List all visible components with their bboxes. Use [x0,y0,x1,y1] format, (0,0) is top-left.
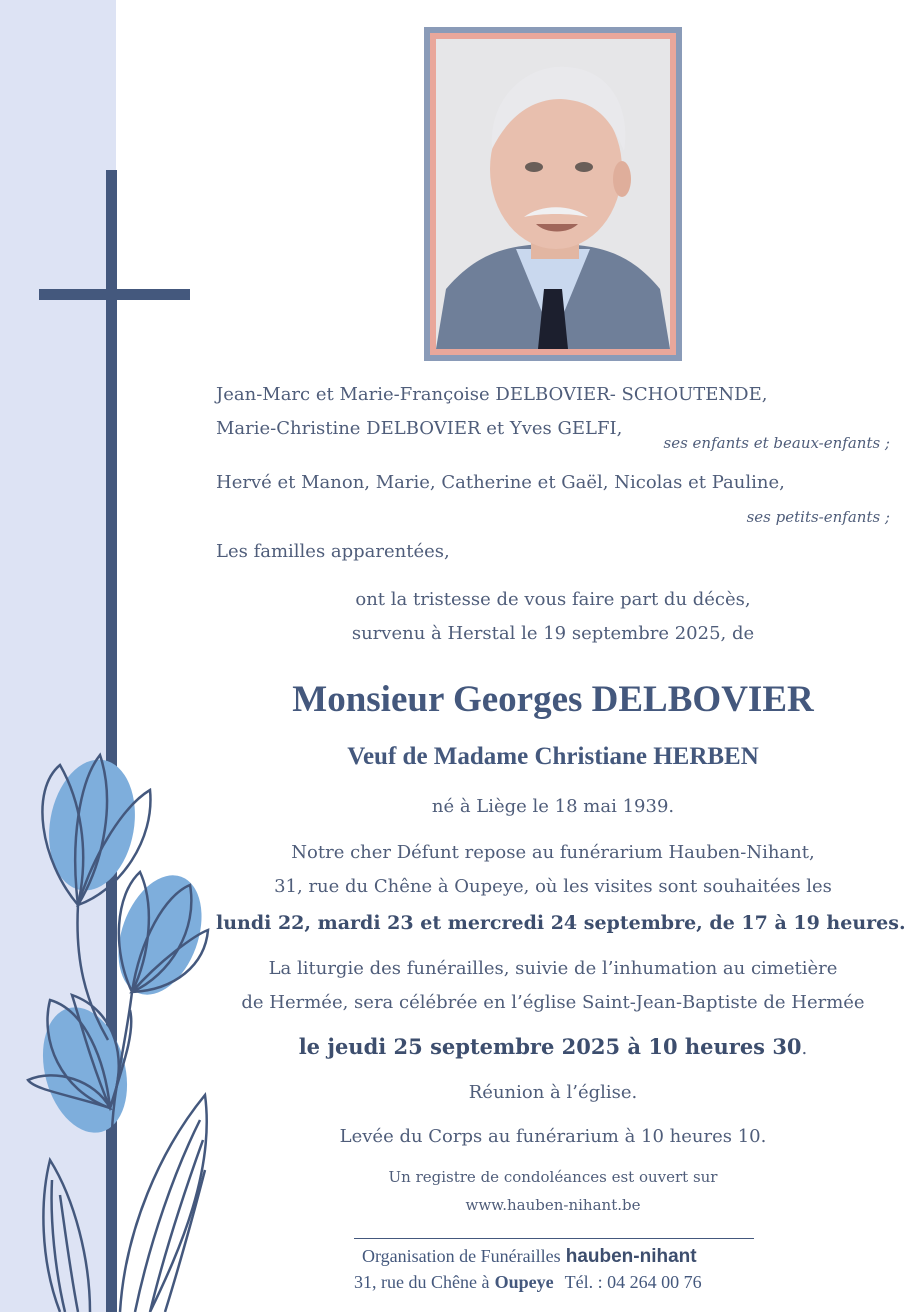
condolences-url[interactable]: www.hauben-nihant.be [465,1196,641,1214]
relatives-line: Les familles apparentées, [216,541,450,562]
footer-address: 31, rue du Chêne à [354,1272,490,1292]
funeral-line-1: La liturgie des funérailles, suivie de l’inhumation au cimetière [268,958,838,979]
cross-icon [39,170,190,1312]
visits-line-1: Notre cher Défunt repose au funérarium Hauben-Nihant, [291,842,815,863]
announcement-line-2: survenu à Herstal le 19 septembre 2025, de [351,623,755,644]
portrait-photo [436,39,670,349]
visits-dates: lundi 22, mardi 23 et mercredi 24 septembre, de 17 à 19 heures. [216,912,906,934]
widower-line: Veuf de Madame Christiane HERBEN [347,743,759,770]
footer-org-label: Organisation de Funérailles [362,1246,561,1266]
portrait-frame [424,27,682,361]
funeral-date: le jeudi 25 septembre 2025 à 10 heures 30 [298,1034,802,1059]
children-line-2: Marie-Christine DELBOVIER et Yves GELFI, [216,418,623,439]
footer-brand: hauben-nihant [565,1246,697,1267]
funeral-date-line [216,1034,890,1059]
tulip-flowers-icon [28,753,217,1312]
grandchildren-role: ses petits-enfants ; [746,508,890,526]
footer-divider [354,1238,754,1239]
announcement-line-1: ont la tristesse de vous faire part du décès, [355,589,751,610]
birth-line: né à Liège le 18 mai 1939. [431,796,675,817]
children-role: ses enfants et beaux-enfants ; [663,434,890,452]
grandchildren-line: Hervé et Manon, Marie, Catherine et Gaël, Nicolas et Pauline, [216,472,785,493]
children-line-1: Jean-Marc et Marie-Françoise DELBOVIER- SCHOUTENDE, [216,384,768,405]
footer-address-line [354,1272,702,1293]
meeting-line: Réunion à l’église. [468,1082,638,1103]
footer-org-line [362,1246,697,1268]
funeral-line-2: de Hermée, sera célébrée en l’église Saint-Jean-Baptiste de Hermée [241,992,865,1013]
footer-phone: Tél. : 04 264 00 76 [564,1272,702,1292]
funeral-date-end: . [801,1038,808,1059]
portrait-inner-border [430,33,676,355]
condolences-line: Un registre de condoléances est ouvert sur [388,1168,718,1186]
footer-city: Oupeye [494,1272,554,1292]
levee-line: Levée du Corps au funérarium à 10 heures 10. [339,1126,767,1147]
visits-line-2: 31, rue du Chêne à Oupeye, où les visites sont souhaitées les [274,876,832,897]
deceased-name: Monsieur Georges DELBOVIER [292,679,814,720]
